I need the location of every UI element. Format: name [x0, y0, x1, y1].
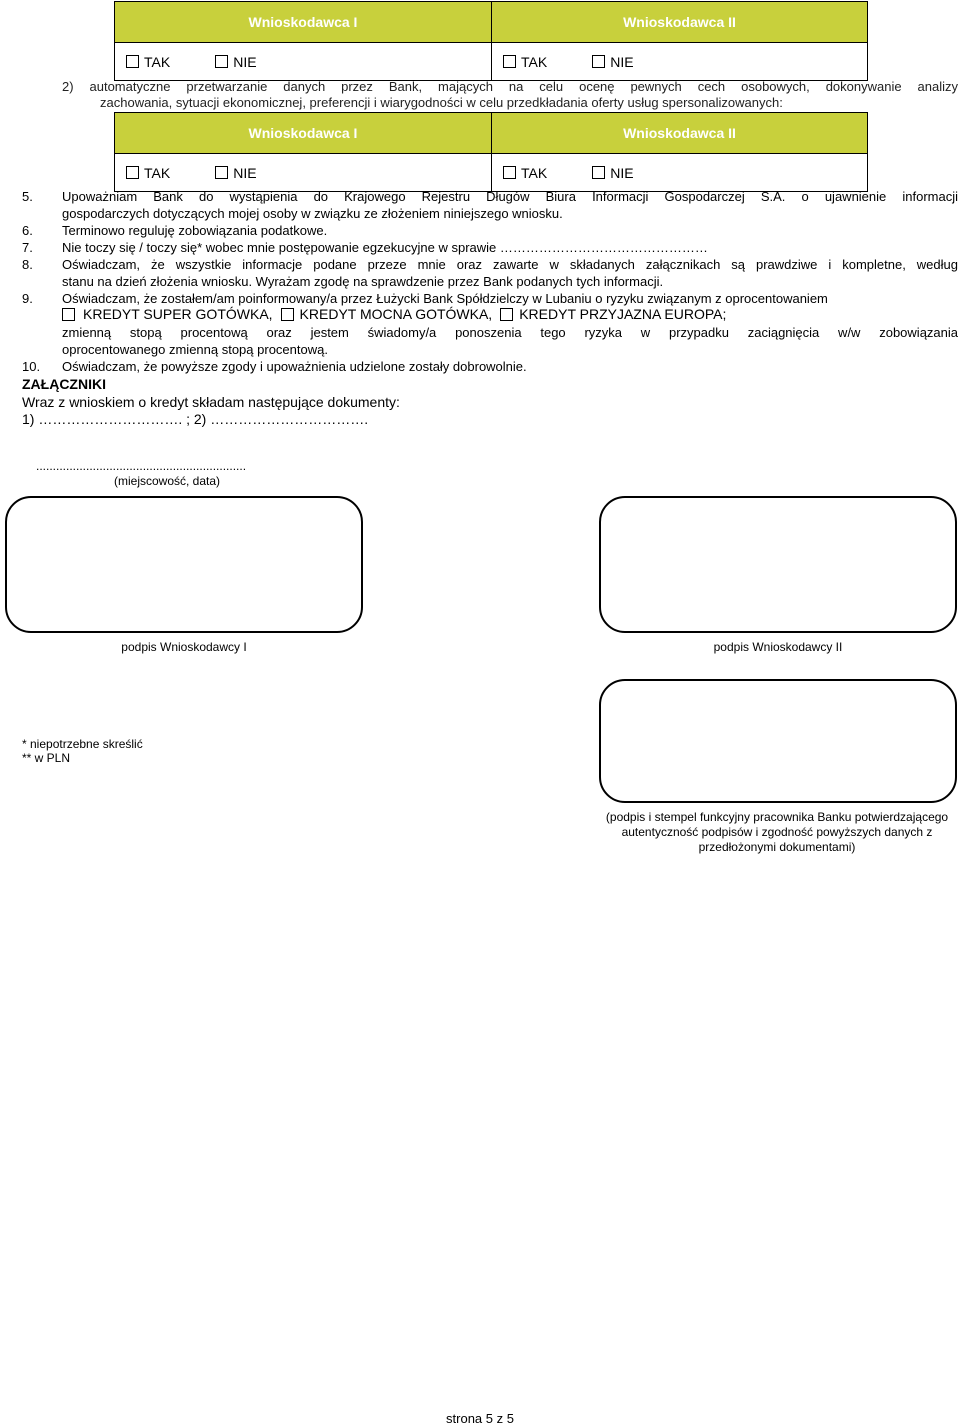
applicant-1-yes-checkbox[interactable]: [126, 166, 139, 179]
applicant-2-header: Wnioskodawca II: [491, 113, 867, 153]
bank-label-line-3: przedłożonymi dokumentami): [698, 840, 856, 854]
footnote-2: ** w PLN: [22, 751, 71, 765]
point-2-line-2: zachowania, sytuacji ekonomicznej, preferencji i wiarygodności w celu przedkładania oferty usług spersonalizowanych:: [100, 95, 783, 110]
consent-table-header: [115, 2, 867, 43]
no-label: NIE: [233, 53, 257, 70]
item-5-line-2: gospodarczych dotyczących mojej osoby w związku ze złożeniem niniejszego wniosku.: [62, 206, 563, 221]
credit-super-gotowka-label: KREDYT SUPER GOTÓWKA,: [83, 306, 273, 322]
credit-mocna-gotowka-checkbox[interactable]: [281, 308, 294, 321]
credit-mocna-gotowka-label: KREDYT MOCNA GOTÓWKA,: [299, 306, 493, 322]
place-date-dots: ...............................................................: [36, 459, 247, 473]
item-5-line-1: Upoważniam Bank do wystąpienia do Krajowego Rejestru Długów Biura Informacji Gospodarczej S.A. o ujawnienie informacji: [62, 189, 958, 204]
yes-label: TAK: [144, 53, 171, 70]
no-label: NIE: [610, 164, 634, 181]
bank-employee-signature-label: [560, 810, 960, 855]
item-7-text: Nie toczy się / toczy się* wobec mnie postępowanie egzekucyjne w sprawie …………………………………………: [62, 240, 708, 255]
item-9-line-4: oprocentowanego zmienną stopą procentową.: [62, 342, 328, 357]
applicant-1-no-checkbox[interactable]: [215, 55, 228, 68]
item-9-line-1: Oświadczam, że zostałem/am poinformowany/a przez Łużycki Bank Spółdzielczy w Lubaniu o ryzyku związanym z oprocentowaniem: [62, 291, 828, 306]
footnote-1: * niepotrzebne skreślić: [22, 737, 143, 751]
bank-employee-signature-box[interactable]: [599, 679, 957, 803]
consent-options-row: [115, 43, 867, 80]
applicant-1-signature-label: podpis Wnioskodawcy I: [121, 640, 247, 654]
bank-label-line-1: (podpis i stempel funkcyjny pracownika Banku potwierdzającego: [605, 810, 949, 824]
item-8-line-2: stanu na dzień złożenia wniosku. Wyrażam zgodę na sprawdzenie przez Bank podanych tych informacji.: [62, 274, 664, 289]
item-9-line-3: zmienną stopą procentową oraz jestem świadomy/a ponoszenia tego ryzyka w przypadku zaciągnięcia w/w zobowiązania: [62, 325, 958, 340]
credit-options: [62, 306, 726, 322]
applicant-2-no-checkbox[interactable]: [592, 55, 605, 68]
attachments-title: ZAŁĄCZNIKI: [22, 376, 106, 392]
applicant-1-options: [115, 154, 491, 191]
applicant-1-header: Wnioskodawca I: [248, 14, 358, 30]
applicant-1-options: [115, 43, 491, 80]
consent-table-2: [114, 112, 868, 192]
no-label: NIE: [610, 53, 634, 70]
applicant-1-no-checkbox[interactable]: [215, 166, 228, 179]
place-date-label: (miejscowość, data): [114, 474, 221, 488]
consent-table-header: [115, 113, 867, 154]
applicant-2-signature-box[interactable]: [599, 496, 957, 633]
item-6-text: Terminowo reguluję zobowiązania podatkowe.: [62, 223, 328, 238]
applicant-2-options: [491, 154, 867, 191]
applicant-2-no-checkbox[interactable]: [592, 166, 605, 179]
applicant-2-signature-label: podpis Wnioskodawcy II: [713, 640, 843, 654]
item-7-number: 7.: [22, 240, 33, 255]
applicant-1-yes-checkbox[interactable]: [126, 55, 139, 68]
item-6-number: 6.: [22, 223, 33, 238]
item-8-number: 8.: [22, 257, 33, 272]
applicant-1-signature-box[interactable]: [5, 496, 363, 633]
consent-table-1: [114, 1, 868, 81]
item-8-line-1: Oświadczam, że wszystkie informacje podane przeze mnie oraz zawarte w składanych załącznikach są prawdziwe i kompletne, według: [62, 257, 958, 272]
point-2-line-1: 2) automatyczne przetwarzanie danych przez Bank, mających na celu ocenę pewnych cech osobowych, dokonywanie analizy: [62, 79, 958, 94]
applicant-2-options: [491, 43, 867, 80]
item-10-text: Oświadczam, że powyższe zgody i upoważnienia udzielone zostały dobrowolnie.: [62, 359, 527, 374]
credit-przyjazna-europa-checkbox[interactable]: [500, 308, 513, 321]
no-label: NIE: [233, 164, 257, 181]
item-5-number: 5.: [22, 189, 33, 204]
yes-label: TAK: [521, 164, 548, 181]
bank-label-line-2: autentyczność podpisów i zgodność powyższych danych z: [621, 825, 933, 839]
consent-options-row: [115, 154, 867, 191]
applicant-2-yes-checkbox[interactable]: [503, 55, 516, 68]
yes-label: TAK: [521, 53, 548, 70]
applicant-2-yes-checkbox[interactable]: [503, 166, 516, 179]
attachments-list: 1) …………………………. ; 2) …………………………….: [22, 411, 369, 427]
credit-przyjazna-europa-label: KREDYT PRZYJAZNA EUROPA;: [519, 306, 727, 322]
applicant-1-header: Wnioskodawca I: [248, 125, 358, 141]
item-10-number: 10.: [22, 359, 41, 374]
yes-label: TAK: [144, 164, 171, 181]
page-number: strona 5 z 5: [446, 1411, 514, 1426]
item-9-number: 9.: [22, 291, 33, 306]
credit-super-gotowka-checkbox[interactable]: [62, 308, 75, 321]
applicant-2-header: Wnioskodawca II: [491, 2, 867, 42]
attachments-intro: Wraz z wnioskiem o kredyt składam następujące dokumenty:: [22, 394, 400, 410]
